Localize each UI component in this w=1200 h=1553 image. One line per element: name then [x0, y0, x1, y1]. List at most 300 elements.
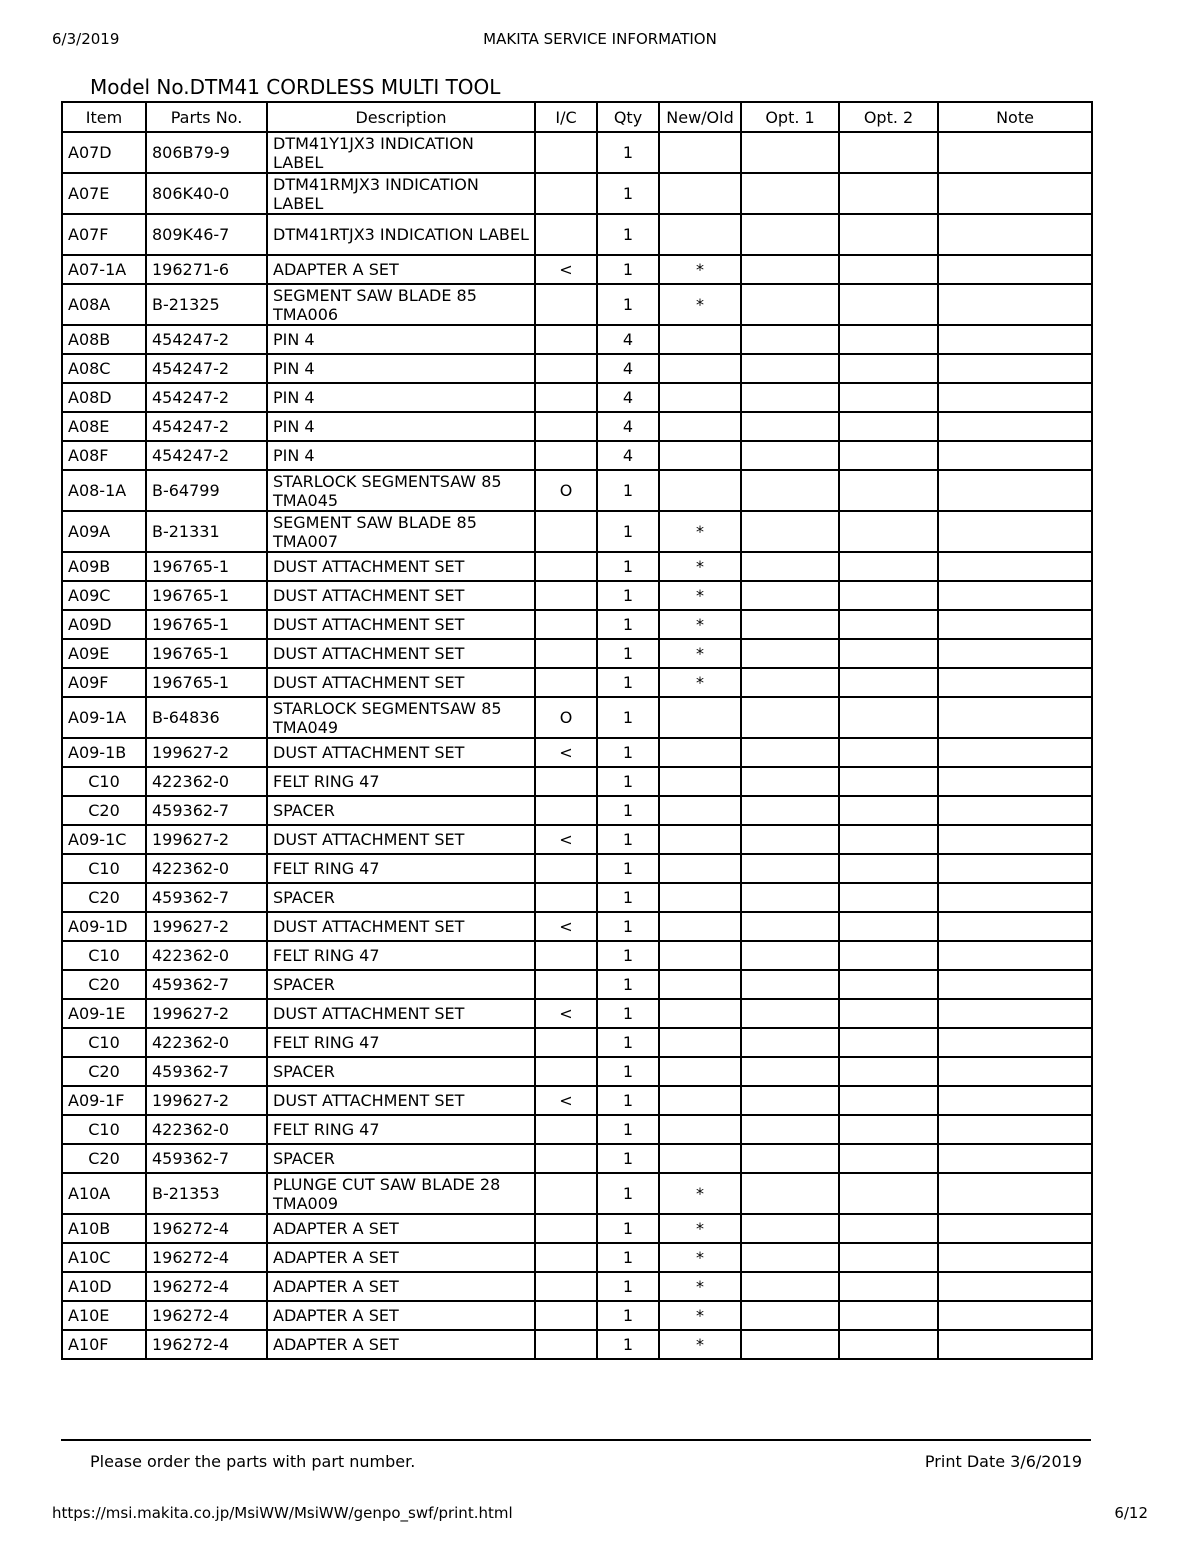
table-row: [62, 173, 1092, 214]
description-cell: SPACER: [267, 1057, 535, 1086]
ic-cell: [535, 941, 597, 970]
description-cell: DUST ATTACHMENT SET: [267, 668, 535, 697]
opt1-cell: [741, 1173, 839, 1214]
part-number-cell: 809K46-7: [146, 214, 267, 255]
item-cell: A07-1A: [62, 255, 146, 284]
opt1-cell: [741, 825, 839, 854]
ic-cell: <: [535, 1086, 597, 1115]
opt1-cell: [741, 581, 839, 610]
part-number-cell: 199627-2: [146, 912, 267, 941]
ic-cell: [535, 1214, 597, 1243]
new-old-cell: *: [659, 1173, 741, 1214]
note-cell: [938, 912, 1092, 941]
item-cell: A08B: [62, 325, 146, 354]
item-cell: A09B: [62, 552, 146, 581]
ic-cell: [535, 412, 597, 441]
opt1-cell: [741, 854, 839, 883]
qty-cell: 1: [597, 284, 659, 325]
item-cell: A10E: [62, 1301, 146, 1330]
opt1-cell: [741, 1272, 839, 1301]
note-cell: [938, 970, 1092, 999]
opt1-cell: [741, 1086, 839, 1115]
opt1-cell: [741, 883, 839, 912]
table-row: [62, 1214, 1092, 1243]
part-number-cell: B-21353: [146, 1173, 267, 1214]
description-cell: PLUNGE CUT SAW BLADE 28 TMA009: [267, 1173, 535, 1214]
ic-cell: [535, 284, 597, 325]
opt1-cell: [741, 354, 839, 383]
item-cell: A09-1A: [62, 697, 146, 738]
item-cell: C10: [62, 1115, 146, 1144]
new-old-cell: [659, 132, 741, 173]
part-number-cell: 199627-2: [146, 1086, 267, 1115]
note-cell: [938, 1086, 1092, 1115]
table-row: [62, 1301, 1092, 1330]
table-row: [62, 214, 1092, 255]
part-number-cell: 459362-7: [146, 796, 267, 825]
part-number-cell: 196765-1: [146, 552, 267, 581]
opt1-cell: [741, 441, 839, 470]
note-cell: [938, 1272, 1092, 1301]
opt1-cell: [741, 214, 839, 255]
part-number-cell: 196272-4: [146, 1214, 267, 1243]
opt2-cell: [839, 1272, 938, 1301]
new-old-cell: *: [659, 610, 741, 639]
item-cell: A10D: [62, 1272, 146, 1301]
opt2-cell: [839, 854, 938, 883]
qty-cell: 1: [597, 1243, 659, 1272]
ic-cell: [535, 970, 597, 999]
ic-cell: [535, 511, 597, 552]
part-number-cell: 196765-1: [146, 639, 267, 668]
ic-cell: [535, 1028, 597, 1057]
qty-cell: 1: [597, 214, 659, 255]
description-cell: DUST ATTACHMENT SET: [267, 825, 535, 854]
item-cell: A08A: [62, 284, 146, 325]
note-cell: [938, 1057, 1092, 1086]
qty-cell: 1: [597, 1086, 659, 1115]
table-row: [62, 738, 1092, 767]
item-cell: A09D: [62, 610, 146, 639]
opt1-cell: [741, 941, 839, 970]
ic-cell: <: [535, 255, 597, 284]
note-cell: [938, 738, 1092, 767]
note-cell: [938, 1144, 1092, 1173]
opt2-cell: [839, 284, 938, 325]
item-cell: C10: [62, 767, 146, 796]
description-cell: PIN 4: [267, 383, 535, 412]
new-old-cell: [659, 825, 741, 854]
description-cell: ADAPTER A SET: [267, 1330, 535, 1359]
new-old-cell: *: [659, 552, 741, 581]
page-url: https://msi.makita.co.jp/MsiWW/MsiWW/genpo_swf/print.html: [52, 1504, 513, 1522]
opt1-cell: [741, 1057, 839, 1086]
new-old-cell: [659, 941, 741, 970]
opt2-cell: [839, 1301, 938, 1330]
opt1-cell: [741, 470, 839, 511]
qty-cell: 1: [597, 552, 659, 581]
table-row: [62, 912, 1092, 941]
table-row: [62, 1057, 1092, 1086]
table-row: [62, 412, 1092, 441]
note-cell: [938, 383, 1092, 412]
description-cell: DUST ATTACHMENT SET: [267, 738, 535, 767]
column-header: I/C: [535, 102, 597, 132]
opt2-cell: [839, 883, 938, 912]
opt1-cell: [741, 1115, 839, 1144]
opt2-cell: [839, 1057, 938, 1086]
opt2-cell: [839, 1330, 938, 1359]
opt2-cell: [839, 581, 938, 610]
note-cell: [938, 883, 1092, 912]
item-cell: A09-1B: [62, 738, 146, 767]
qty-cell: 1: [597, 854, 659, 883]
new-old-cell: [659, 412, 741, 441]
description-cell: FELT RING 47: [267, 767, 535, 796]
new-old-cell: *: [659, 639, 741, 668]
table-row: [62, 132, 1092, 173]
page-number: 6/12: [1114, 1504, 1148, 1522]
description-cell: STARLOCK SEGMENTSAW 85 TMA045: [267, 470, 535, 511]
item-cell: C10: [62, 941, 146, 970]
opt2-cell: [839, 325, 938, 354]
part-number-cell: 199627-2: [146, 825, 267, 854]
table-row: [62, 883, 1092, 912]
new-old-cell: [659, 441, 741, 470]
part-number-cell: B-64836: [146, 697, 267, 738]
note-cell: [938, 552, 1092, 581]
table-row: [62, 639, 1092, 668]
note-cell: [938, 796, 1092, 825]
table-row: [62, 284, 1092, 325]
part-number-cell: B-64799: [146, 470, 267, 511]
table-row: [62, 255, 1092, 284]
opt1-cell: [741, 639, 839, 668]
ic-cell: [535, 1115, 597, 1144]
opt1-cell: [741, 1214, 839, 1243]
new-old-cell: [659, 912, 741, 941]
header-date: 6/3/2019: [52, 30, 120, 48]
model-title: Model No.DTM41 CORDLESS MULTI TOOL: [90, 75, 501, 99]
qty-cell: 1: [597, 470, 659, 511]
description-cell: SEGMENT SAW BLADE 85 TMA006: [267, 284, 535, 325]
new-old-cell: *: [659, 1301, 741, 1330]
part-number-cell: 196272-4: [146, 1272, 267, 1301]
new-old-cell: *: [659, 581, 741, 610]
ic-cell: [535, 1272, 597, 1301]
description-cell: FELT RING 47: [267, 1028, 535, 1057]
part-number-cell: 459362-7: [146, 970, 267, 999]
table-row: [62, 999, 1092, 1028]
table-row: [62, 470, 1092, 511]
new-old-cell: *: [659, 255, 741, 284]
item-cell: C20: [62, 970, 146, 999]
item-cell: A10B: [62, 1214, 146, 1243]
part-number-cell: 454247-2: [146, 383, 267, 412]
opt1-cell: [741, 1243, 839, 1272]
new-old-cell: *: [659, 1214, 741, 1243]
table-row: [62, 854, 1092, 883]
description-cell: FELT RING 47: [267, 1115, 535, 1144]
opt2-cell: [839, 767, 938, 796]
qty-cell: 1: [597, 970, 659, 999]
ic-cell: <: [535, 738, 597, 767]
opt2-cell: [839, 970, 938, 999]
note-cell: [938, 255, 1092, 284]
description-cell: PIN 4: [267, 441, 535, 470]
part-number-cell: 199627-2: [146, 999, 267, 1028]
opt2-cell: [839, 610, 938, 639]
opt1-cell: [741, 132, 839, 173]
qty-cell: 1: [597, 511, 659, 552]
opt1-cell: [741, 999, 839, 1028]
ic-cell: [535, 441, 597, 470]
opt1-cell: [741, 697, 839, 738]
item-cell: A08C: [62, 354, 146, 383]
qty-cell: 1: [597, 1330, 659, 1359]
description-cell: SPACER: [267, 1144, 535, 1173]
table-row: [62, 796, 1092, 825]
ic-cell: [535, 325, 597, 354]
note-cell: [938, 412, 1092, 441]
table-body: [62, 132, 1092, 1359]
item-cell: A08E: [62, 412, 146, 441]
qty-cell: 4: [597, 325, 659, 354]
part-number-cell: 422362-0: [146, 767, 267, 796]
description-cell: SPACER: [267, 970, 535, 999]
qty-cell: 1: [597, 173, 659, 214]
note-cell: [938, 511, 1092, 552]
opt2-cell: [839, 441, 938, 470]
opt2-cell: [839, 132, 938, 173]
description-cell: DUST ATTACHMENT SET: [267, 1086, 535, 1115]
item-cell: A09-1E: [62, 999, 146, 1028]
note-cell: [938, 581, 1092, 610]
opt2-cell: [839, 552, 938, 581]
new-old-cell: *: [659, 1243, 741, 1272]
ic-cell: <: [535, 825, 597, 854]
opt2-cell: [839, 1086, 938, 1115]
note-cell: [938, 470, 1092, 511]
note-cell: [938, 1115, 1092, 1144]
qty-cell: 4: [597, 383, 659, 412]
part-number-cell: 196272-4: [146, 1243, 267, 1272]
description-cell: PIN 4: [267, 325, 535, 354]
part-number-cell: 196271-6: [146, 255, 267, 284]
opt2-cell: [839, 796, 938, 825]
description-cell: DUST ATTACHMENT SET: [267, 912, 535, 941]
opt2-cell: [839, 511, 938, 552]
qty-cell: 1: [597, 1272, 659, 1301]
opt1-cell: [741, 412, 839, 441]
qty-cell: 1: [597, 941, 659, 970]
opt2-cell: [839, 738, 938, 767]
part-number-cell: 459362-7: [146, 883, 267, 912]
note-cell: [938, 441, 1092, 470]
qty-cell: 1: [597, 1214, 659, 1243]
qty-cell: 4: [597, 441, 659, 470]
table-row: [62, 1243, 1092, 1272]
table-row: [62, 1144, 1092, 1173]
new-old-cell: *: [659, 511, 741, 552]
order-note: Please order the parts with part number.: [90, 1452, 416, 1471]
note-cell: [938, 1028, 1092, 1057]
table-row: [62, 552, 1092, 581]
item-cell: A07F: [62, 214, 146, 255]
note-cell: [938, 1173, 1092, 1214]
new-old-cell: [659, 999, 741, 1028]
ic-cell: [535, 383, 597, 412]
part-number-cell: 196765-1: [146, 668, 267, 697]
opt1-cell: [741, 255, 839, 284]
ic-cell: [535, 854, 597, 883]
opt2-cell: [839, 412, 938, 441]
item-cell: A09-1F: [62, 1086, 146, 1115]
note-cell: [938, 1301, 1092, 1330]
part-number-cell: 422362-0: [146, 854, 267, 883]
item-cell: A09A: [62, 511, 146, 552]
opt2-cell: [839, 214, 938, 255]
ic-cell: [535, 610, 597, 639]
new-old-cell: *: [659, 1330, 741, 1359]
qty-cell: 1: [597, 1057, 659, 1086]
description-cell: DTM41Y1JX3 INDICATION LABEL: [267, 132, 535, 173]
item-cell: C20: [62, 796, 146, 825]
ic-cell: [535, 767, 597, 796]
part-number-cell: 454247-2: [146, 441, 267, 470]
column-header: Parts No.: [146, 102, 267, 132]
description-cell: DUST ATTACHMENT SET: [267, 999, 535, 1028]
description-cell: STARLOCK SEGMENTSAW 85 TMA049: [267, 697, 535, 738]
item-cell: A09-1D: [62, 912, 146, 941]
description-cell: DUST ATTACHMENT SET: [267, 639, 535, 668]
opt1-cell: [741, 511, 839, 552]
part-number-cell: 199627-2: [146, 738, 267, 767]
qty-cell: 1: [597, 912, 659, 941]
qty-cell: 1: [597, 767, 659, 796]
ic-cell: [535, 1243, 597, 1272]
opt1-cell: [741, 738, 839, 767]
description-cell: ADAPTER A SET: [267, 1272, 535, 1301]
table-row: [62, 610, 1092, 639]
description-cell: SPACER: [267, 883, 535, 912]
table-row: [62, 441, 1092, 470]
part-number-cell: 454247-2: [146, 412, 267, 441]
table-row: [62, 511, 1092, 552]
column-header: New/Old: [659, 102, 741, 132]
table-row: [62, 767, 1092, 796]
opt2-cell: [839, 173, 938, 214]
table-row: [62, 825, 1092, 854]
opt2-cell: [839, 1028, 938, 1057]
opt1-cell: [741, 1301, 839, 1330]
qty-cell: 1: [597, 581, 659, 610]
qty-cell: 1: [597, 1173, 659, 1214]
column-header: Description: [267, 102, 535, 132]
column-header: Opt. 1: [741, 102, 839, 132]
note-cell: [938, 941, 1092, 970]
part-number-cell: 422362-0: [146, 1028, 267, 1057]
item-cell: A09F: [62, 668, 146, 697]
opt2-cell: [839, 255, 938, 284]
qty-cell: 1: [597, 610, 659, 639]
part-number-cell: 459362-7: [146, 1057, 267, 1086]
part-number-cell: 196272-4: [146, 1301, 267, 1330]
opt1-cell: [741, 1144, 839, 1173]
opt2-cell: [839, 999, 938, 1028]
table-row: [62, 970, 1092, 999]
opt1-cell: [741, 383, 839, 412]
new-old-cell: *: [659, 1272, 741, 1301]
column-header: Item: [62, 102, 146, 132]
note-cell: [938, 1330, 1092, 1359]
opt2-cell: [839, 1214, 938, 1243]
qty-cell: 4: [597, 354, 659, 383]
opt1-cell: [741, 173, 839, 214]
new-old-cell: [659, 1057, 741, 1086]
note-cell: [938, 999, 1092, 1028]
part-number-cell: 422362-0: [146, 941, 267, 970]
note-cell: [938, 854, 1092, 883]
item-cell: A08F: [62, 441, 146, 470]
header-title: MAKITA SERVICE INFORMATION: [483, 30, 717, 48]
opt2-cell: [839, 470, 938, 511]
item-cell: A07D: [62, 132, 146, 173]
note-cell: [938, 354, 1092, 383]
ic-cell: [535, 132, 597, 173]
opt2-cell: [839, 354, 938, 383]
description-cell: PIN 4: [267, 412, 535, 441]
opt2-cell: [839, 697, 938, 738]
opt2-cell: [839, 1173, 938, 1214]
item-cell: A09E: [62, 639, 146, 668]
qty-cell: 1: [597, 255, 659, 284]
item-cell: C10: [62, 1028, 146, 1057]
parts-table: [61, 101, 1093, 1360]
item-cell: A07E: [62, 173, 146, 214]
note-cell: [938, 132, 1092, 173]
item-cell: C20: [62, 1057, 146, 1086]
table-row: [62, 1115, 1092, 1144]
table-row: [62, 1330, 1092, 1359]
note-cell: [938, 825, 1092, 854]
description-cell: ADAPTER A SET: [267, 1214, 535, 1243]
ic-cell: [535, 552, 597, 581]
ic-cell: [535, 1144, 597, 1173]
new-old-cell: *: [659, 668, 741, 697]
new-old-cell: [659, 767, 741, 796]
note-cell: [938, 668, 1092, 697]
part-number-cell: 806B79-9: [146, 132, 267, 173]
description-cell: DUST ATTACHMENT SET: [267, 581, 535, 610]
qty-cell: 1: [597, 1144, 659, 1173]
new-old-cell: [659, 796, 741, 825]
table-row: [62, 668, 1092, 697]
ic-cell: [535, 214, 597, 255]
item-cell: A08D: [62, 383, 146, 412]
table-row: [62, 1028, 1092, 1057]
description-cell: ADAPTER A SET: [267, 1243, 535, 1272]
new-old-cell: [659, 214, 741, 255]
description-cell: ADAPTER A SET: [267, 1301, 535, 1330]
opt1-cell: [741, 325, 839, 354]
qty-cell: 1: [597, 1301, 659, 1330]
ic-cell: [535, 1057, 597, 1086]
note-cell: [938, 284, 1092, 325]
item-cell: A09-1C: [62, 825, 146, 854]
opt2-cell: [839, 825, 938, 854]
opt2-cell: [839, 941, 938, 970]
